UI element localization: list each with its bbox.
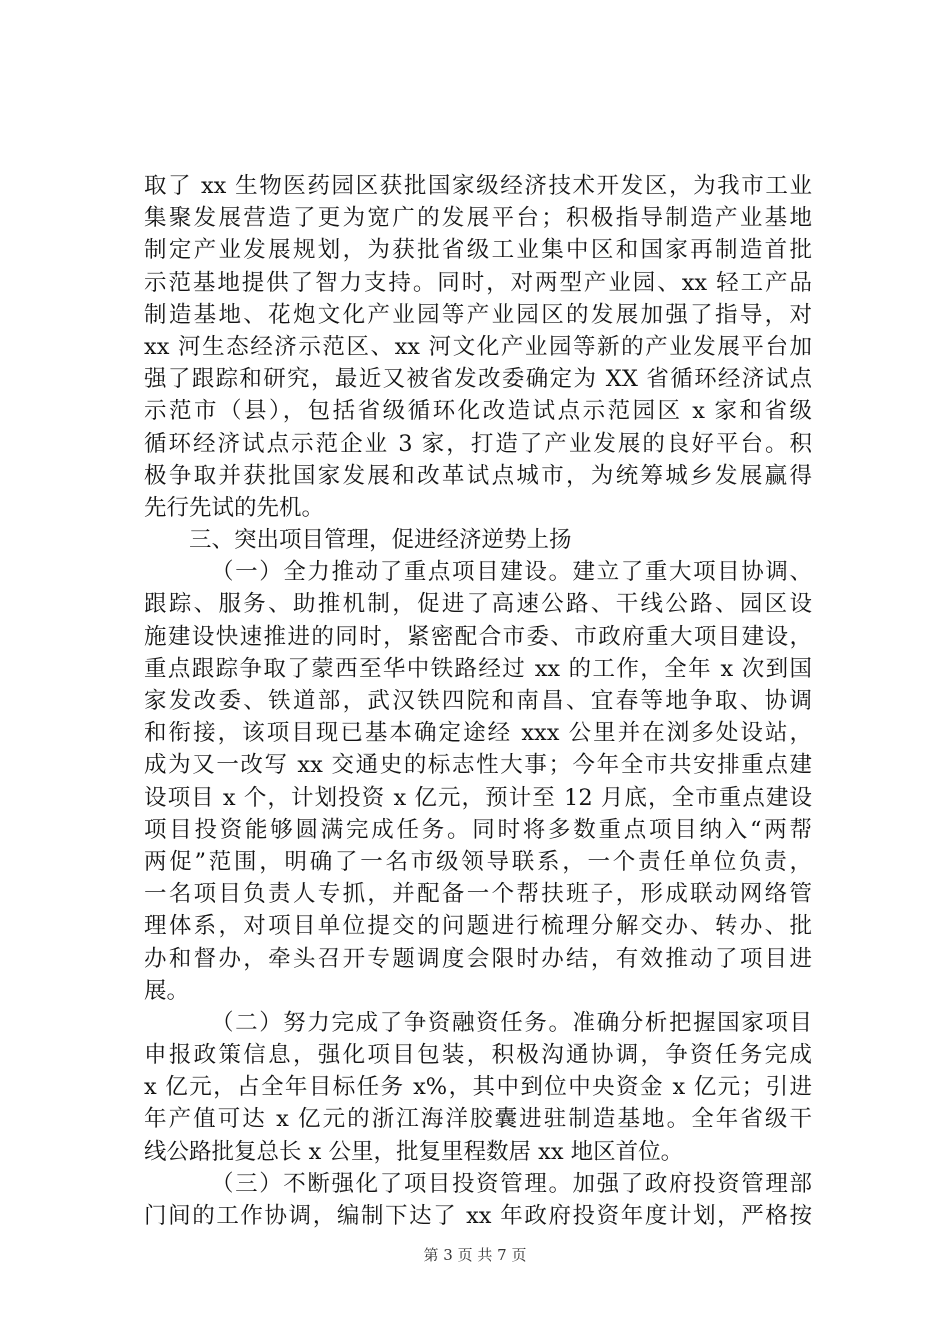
document-body bbox=[144, 170, 812, 1232]
text-line: 先行先试的先机。 bbox=[144, 494, 325, 521]
text-line: 展。 bbox=[144, 977, 190, 1004]
text-line: 制定产业发展规划，为获批省级工业集中区和国家再制造首批 bbox=[144, 237, 812, 264]
text-line: 申报政策信息，强化项目包装，积极沟通协调，争资任务完成 bbox=[144, 1042, 812, 1069]
text-line: x 亿元，占全年目标任务 x%，其中到位中央资金 x 亿元；引进 bbox=[144, 1074, 812, 1101]
text-line: 强了跟踪和研究，最近又被省发改委确定为 XX 省循环经济试点 bbox=[144, 366, 812, 393]
text-line: 门间的工作协调，编制下达了 xx 年政府投资年度计划，严格按 bbox=[144, 1203, 812, 1229]
text-line: 示范市（县），包括省级循环化改造试点示范园区 x 家和省级 bbox=[144, 398, 812, 425]
text-line: 理体系，对项目单位提交的问题进行梳理分解交办、转办、批 bbox=[144, 913, 812, 940]
text-line: 循环经济试点示范企业 3 家，打造了产业发展的良好平台。积 bbox=[144, 430, 812, 457]
text-line: 和衔接，该项目现已基本确定途经 xxx 公里并在浏多处设站， bbox=[144, 720, 812, 747]
text-line: 设项目 x 个，计划投资 x 亿元，预计至 12 月底，全市重点建设 bbox=[144, 784, 812, 811]
text-line: 取了 xx 生物医药园区获批国家级经济技术开发区，为我市工业 bbox=[144, 173, 812, 199]
text-line: 两促”范围，明确了一名市级领导联系，一个责任单位负责， bbox=[144, 848, 812, 875]
text-line: 集聚发展营造了更为宽广的发展平台；积极指导制造产业基地 bbox=[144, 205, 812, 232]
text-line: xx 河生态经济示范区、xx 河文化产业园等新的产业发展平台加 bbox=[144, 333, 812, 360]
text-line: 成为又一改写 xx 交通史的标志性大事；今年全市共安排重点建 bbox=[144, 752, 812, 779]
text-line: 制造基地、花炮文化产业园等产业园区的发展加强了指导，对 bbox=[144, 301, 812, 328]
text-line: 施建设快速推进的同时，紧密配合市委、市政府重大项目建设， bbox=[144, 623, 812, 650]
text-line: 项目投资能够圆满完成任务。同时将多数重点项目纳入“两帮 bbox=[144, 816, 812, 843]
text-line: （一）全力推动了重点项目建设。建立了重大项目协调、 bbox=[211, 559, 812, 586]
text-line: 家发改委、铁道部，武汉铁四院和南昌、宜春等地争取、协调 bbox=[144, 688, 812, 714]
text-line: 一名项目负责人专抓，并配备一个帮扶班子，形成联动网络管 bbox=[144, 881, 812, 908]
text-line: 跟踪、服务、助推机制，促进了高速公路、干线公路、园区设 bbox=[144, 591, 812, 618]
text-line: 办和督办，牵头召开专题调度会限时办结，有效推动了项目进 bbox=[144, 945, 812, 972]
text-line: （二）努力完成了争资融资任务。准确分析把握国家项目 bbox=[211, 1009, 812, 1036]
text-line: 年产值可达 x 亿元的浙江海洋胶囊进驻制造基地。全年省级干 bbox=[144, 1106, 812, 1133]
text-line: 线公路批复总长 x 公里，批复里程数居 xx 地区首位。 bbox=[144, 1138, 684, 1165]
text-line: 示范基地提供了智力支持。同时，对两型产业园、xx 轻工产品 bbox=[144, 269, 812, 296]
text-line: （三）不断强化了项目投资管理。加强了政府投资管理部 bbox=[211, 1170, 812, 1197]
text-line: 三、突出项目管理，促进经济逆势上扬 bbox=[189, 527, 572, 554]
page-footer: 第 3 页 共 7 页 bbox=[423, 1246, 527, 1264]
text-line: 重点跟踪争取了蒙西至华中铁路经过 xx 的工作，全年 x 次到国 bbox=[144, 655, 812, 682]
text-line: 极争取并获批国家发展和改革试点城市，为统筹城乡发展赢得 bbox=[144, 462, 812, 489]
